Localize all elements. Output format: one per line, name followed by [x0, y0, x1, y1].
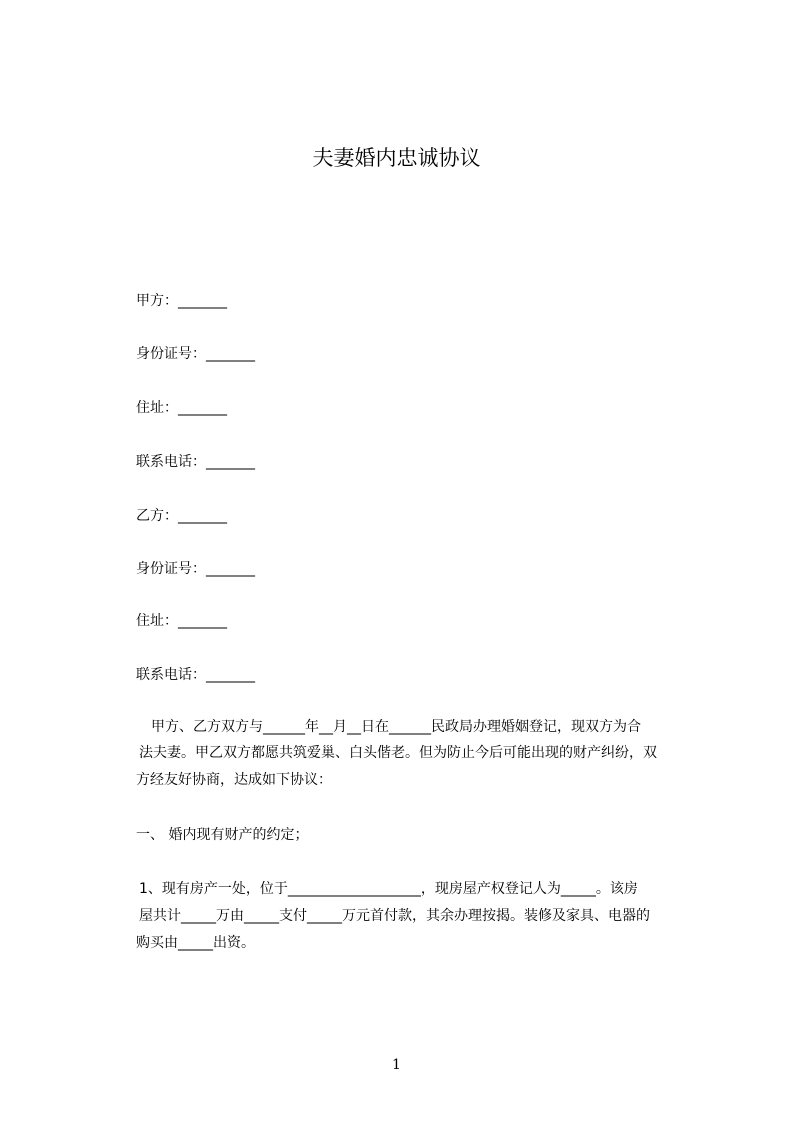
party-b-phone: 联系电话：_______ [136, 667, 255, 683]
party-a-address: 住址：_______ [136, 400, 227, 416]
party-b-id-number: 身份证号：_______ [136, 561, 255, 577]
clause-1-line-1: 1、现有房产一处，位于___________________，现房屋产权登记人为_____。该房 [139, 881, 638, 897]
document-title: 夫妻婚内忠诚协议 [312, 146, 481, 170]
party-a-phone: 联系电话：_______ [136, 454, 255, 470]
preamble-line-2: 法夫妻。甲乙双方都愿共筑爱巢、白头偕老。但为防止今后可能出现的财产纠纷，双 [139, 745, 657, 761]
page-number: 1 [392, 1057, 401, 1073]
party-b-address: 住址：_______ [136, 613, 227, 629]
party-a-id-number: 身份证号：_______ [136, 346, 255, 362]
preamble-line-3: 方经友好协商，达成如下协议： [136, 772, 332, 788]
clause-1-line-3: 购买由_____出资。 [136, 935, 255, 951]
section-1-heading: 一、 婚内现有财产的约定； [136, 827, 309, 843]
preamble-line-1: 甲方、乙方双方与______年__月__日在______民政局办理婚姻登记，现双方为合 [151, 719, 641, 735]
party-a-name: 甲方：_______ [136, 293, 227, 309]
clause-1-line-2: 屋共计_____万由_____支付_____万元首付款，其余办理按揭。装修及家具、电器的 [139, 908, 650, 924]
party-b-name: 乙方：_______ [136, 508, 227, 524]
